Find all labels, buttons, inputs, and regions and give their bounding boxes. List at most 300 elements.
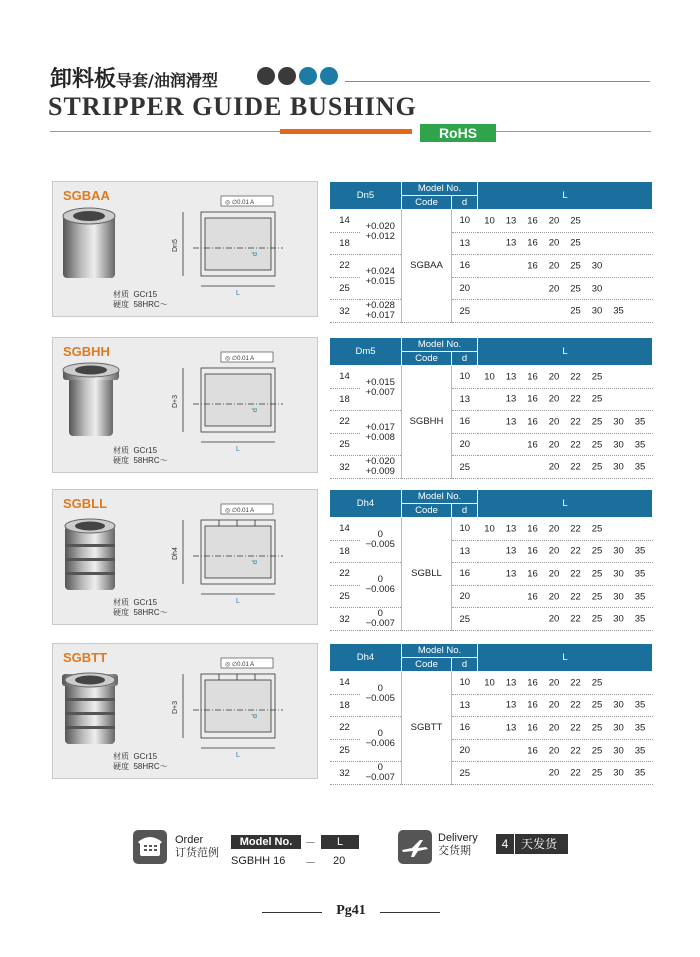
l-value: 13 (505, 545, 517, 557)
l-value: 25 (570, 237, 581, 249)
dot-1 (257, 67, 275, 85)
l-value: 30 (613, 439, 624, 451)
l-cell (478, 608, 653, 631)
l-cell (478, 762, 653, 785)
tolerance-line: −0.006 (365, 584, 395, 596)
tolerance-line: 0 (377, 608, 383, 620)
l-value: 35 (613, 305, 624, 317)
l-cell (478, 456, 653, 479)
l-value: 10 (484, 523, 495, 535)
l-cell (478, 563, 653, 586)
l-value: 30 (613, 461, 624, 473)
tolerance-line: −0.007 (365, 618, 395, 630)
l-value: 20 (548, 215, 560, 227)
code-cell: SGBHH (402, 366, 452, 479)
col-l-header: L (478, 644, 653, 672)
dash: － (305, 837, 316, 849)
l-value: 16 (527, 260, 538, 272)
l-value: 25 (591, 371, 603, 383)
l-cell (478, 694, 653, 717)
l-value: 16 (527, 545, 538, 557)
l-value: 20 (548, 439, 560, 451)
l-value: 25 (591, 523, 603, 535)
l-value: 13 (505, 393, 517, 405)
l-cell (478, 255, 653, 278)
code-cell: SGBLL (402, 518, 452, 631)
code-cell: SGBTT (402, 672, 452, 785)
l-value: 35 (634, 545, 646, 557)
dn-cell: 18 (330, 694, 360, 717)
l-cell (478, 277, 653, 300)
tolerance-line: +0.020 (365, 221, 395, 233)
col-d-header: d (452, 658, 478, 672)
l-value: 20 (548, 523, 560, 535)
tolerance-cell (360, 762, 402, 785)
l-value: 20 (548, 767, 560, 779)
tolerance-cell (360, 456, 402, 479)
tolerance-line: −0.006 (365, 738, 395, 750)
dn-cell: 18 (330, 540, 360, 563)
product-name: SGBTT (63, 650, 108, 665)
dn-cell: 18 (330, 232, 360, 255)
l-value: 20 (548, 416, 560, 428)
dot-2 (278, 67, 296, 85)
l-value: 35 (634, 568, 646, 580)
l-value: 16 (527, 591, 538, 603)
col-dn-header: Dh4 (330, 490, 402, 518)
dn-cell: 18 (330, 388, 360, 411)
l-value: 30 (591, 260, 603, 272)
col-l-header: L (478, 338, 653, 366)
l-value: 35 (634, 767, 646, 779)
spec-table (329, 181, 653, 323)
table-row (330, 762, 653, 785)
svg-text:d: d (252, 408, 259, 412)
tolerance-line: +0.007 (365, 387, 395, 399)
l-value: 35 (634, 745, 646, 757)
dn-cell: 22 (330, 717, 360, 740)
product-image-panel (52, 181, 318, 317)
l-value: 16 (527, 568, 538, 580)
l-value: 30 (613, 568, 624, 580)
d-cell: 16 (452, 411, 478, 434)
dot-3 (299, 67, 317, 85)
l-value: 30 (613, 613, 624, 625)
spec-table (329, 489, 653, 631)
example-l: 20 (333, 855, 346, 867)
l-value: 16 (527, 722, 538, 734)
product-block-sgbaa (52, 181, 652, 322)
model-box: Model No. (231, 835, 301, 849)
l-value: 22 (570, 523, 581, 535)
tolerance-line: +0.009 (365, 466, 395, 478)
material-info: 材质 GCr15 硬度 58HRC～ (113, 598, 168, 617)
l-value: 22 (570, 722, 581, 734)
l-value: 30 (613, 745, 624, 757)
d-cell: 16 (452, 563, 478, 586)
product-block-sgbhh (52, 337, 652, 478)
tolerance-cell (360, 563, 402, 608)
l-value: 25 (591, 545, 603, 557)
subtitle-cn: 导套/油润滑型 (116, 71, 218, 90)
l-cell (478, 433, 653, 456)
l-cell (478, 672, 653, 695)
l-value: 25 (591, 722, 603, 734)
l-value: 13 (505, 416, 517, 428)
dn-cell: 14 (330, 210, 360, 233)
col-l-header: L (478, 490, 653, 518)
l-value: 25 (591, 767, 603, 779)
tolerance-line: −0.005 (365, 693, 395, 705)
l-value: 22 (570, 568, 581, 580)
tolerance-line: +0.024 (365, 266, 395, 278)
l-value: 20 (548, 699, 560, 711)
svg-text:◎ ∅0.01 A: ◎ ∅0.01 A (225, 200, 255, 206)
dn-cell: 14 (330, 518, 360, 541)
l-value: 13 (505, 523, 517, 535)
page-title-en: STRIPPER GUIDE BUSHING (48, 92, 417, 121)
col-d-header: d (452, 196, 478, 210)
tolerance-cell (360, 672, 402, 717)
l-value: 25 (591, 613, 603, 625)
col-dn-header: Dm5 (330, 338, 402, 366)
l-value: 22 (570, 745, 581, 757)
l-value: 20 (548, 677, 560, 689)
table-row (330, 563, 653, 586)
dn-cell: 32 (330, 456, 360, 479)
material-info: 材质 GCr15 硬度 58HRC～ (113, 290, 168, 309)
l-value: 25 (591, 745, 603, 757)
l-cell (478, 540, 653, 563)
l-value: 25 (591, 568, 603, 580)
l-value: 20 (548, 745, 560, 757)
l-value: 30 (591, 283, 603, 295)
l-value: 16 (527, 371, 538, 383)
l-value: 22 (570, 591, 581, 603)
col-d-header: d (452, 352, 478, 366)
title-cn: 卸料板 (50, 67, 117, 92)
l-cell (478, 388, 653, 411)
d-cell: 20 (452, 433, 478, 456)
example-model: SGBHH 16 (231, 855, 286, 867)
l-value: 10 (484, 677, 495, 689)
l-box: L (321, 835, 359, 849)
svg-text:D+3: D+3 (172, 700, 179, 714)
l-value: 22 (570, 393, 581, 405)
l-value: 20 (548, 568, 560, 580)
l-value: 20 (548, 722, 560, 734)
l-value: 16 (527, 237, 538, 249)
l-cell (478, 210, 653, 233)
l-value: 10 (484, 215, 495, 227)
dn-cell: 22 (330, 255, 360, 278)
l-value: 20 (548, 545, 560, 557)
product-block-sgbtt (52, 643, 652, 784)
dn-cell: 25 (330, 277, 360, 300)
tolerance-line: +0.015 (365, 377, 395, 389)
divider (50, 131, 280, 132)
table-row (330, 366, 653, 389)
tolerance-line: 0 (377, 529, 383, 541)
l-value: 35 (634, 613, 646, 625)
l-cell (478, 300, 653, 323)
page-number: Pg41 (262, 903, 440, 919)
d-cell: 10 (452, 210, 478, 233)
l-value: 25 (591, 461, 603, 473)
l-cell (478, 518, 653, 541)
product-name: SGBLL (63, 496, 108, 511)
l-value: 25 (570, 215, 581, 227)
col-dn-header: Dn5 (330, 182, 402, 210)
l-value: 35 (634, 416, 646, 428)
d-cell: 10 (452, 672, 478, 695)
d-cell: 10 (452, 518, 478, 541)
svg-text:d: d (252, 560, 259, 564)
delivery-days: 4 (496, 834, 515, 854)
l-cell (478, 232, 653, 255)
l-value: 13 (505, 568, 517, 580)
tolerance-line: 0 (377, 762, 383, 774)
svg-text:d: d (252, 714, 259, 718)
d-cell: 13 (452, 694, 478, 717)
l-value: 22 (570, 767, 581, 779)
l-value: 13 (505, 722, 517, 734)
l-value: 20 (548, 283, 560, 295)
l-value: 20 (548, 461, 560, 473)
dn-cell: 22 (330, 411, 360, 434)
l-value: 13 (505, 677, 517, 689)
svg-text:L: L (236, 752, 240, 759)
tolerance-cell (360, 518, 402, 563)
l-value: 25 (591, 591, 603, 603)
tolerance-cell (360, 608, 402, 631)
col-code-header: Code (402, 352, 452, 366)
tolerance-cell (360, 210, 402, 255)
airplane-icon (398, 830, 432, 864)
l-value: 22 (570, 461, 581, 473)
d-cell: 13 (452, 388, 478, 411)
l-value: 25 (591, 699, 603, 711)
d-cell: 20 (452, 739, 478, 762)
dash: － (305, 857, 316, 869)
code-cell: SGBAA (402, 210, 452, 323)
l-value: 20 (548, 591, 560, 603)
delivery-days-text: 天发货 (521, 837, 558, 851)
product-image-panel (52, 489, 318, 625)
l-cell (478, 411, 653, 434)
dn-cell: 14 (330, 366, 360, 389)
table-row (330, 411, 653, 434)
l-value: 16 (527, 215, 538, 227)
page-title-cn (50, 62, 218, 93)
svg-text:d: d (252, 252, 259, 256)
l-value: 16 (527, 699, 538, 711)
table-row (330, 456, 653, 479)
l-value: 30 (613, 591, 624, 603)
l-value: 20 (548, 237, 560, 249)
l-value: 30 (613, 416, 624, 428)
tolerance-line: +0.017 (365, 310, 395, 322)
l-value: 16 (527, 393, 538, 405)
l-value: 16 (527, 416, 538, 428)
l-value: 16 (527, 523, 538, 535)
delivery-box (496, 834, 568, 854)
l-value: 16 (527, 677, 538, 689)
decorative-dots (257, 67, 338, 85)
svg-text:Dn5: Dn5 (172, 239, 179, 252)
svg-text:L: L (236, 290, 240, 297)
divider (345, 81, 650, 82)
l-value: 10 (484, 371, 495, 383)
material-info: 材质 GCr15 硬度 58HRC～ (113, 446, 168, 465)
tolerance-cell (360, 411, 402, 456)
col-l-header: L (478, 182, 653, 210)
dot-4 (320, 67, 338, 85)
spec-table (329, 337, 653, 479)
l-value: 35 (634, 722, 646, 734)
l-value: 25 (591, 416, 603, 428)
d-cell: 13 (452, 540, 478, 563)
d-cell: 25 (452, 762, 478, 785)
d-cell: 25 (452, 608, 478, 631)
l-value: 35 (634, 439, 646, 451)
product-image-panel (52, 643, 318, 779)
l-value: 25 (591, 393, 603, 405)
spec-table (329, 643, 653, 785)
l-value: 30 (613, 545, 624, 557)
product-block-sgbll (52, 489, 652, 630)
l-value: 16 (527, 439, 538, 451)
svg-text:◎ ∅0.01 A: ◎ ∅0.01 A (225, 508, 255, 514)
l-cell (478, 585, 653, 608)
l-value: 35 (634, 699, 646, 711)
tolerance-line: +0.028 (365, 300, 395, 312)
dn-cell: 32 (330, 300, 360, 323)
table-row (330, 672, 653, 695)
d-cell: 16 (452, 255, 478, 278)
col-dn-header: Dh4 (330, 644, 402, 672)
tolerance-cell (360, 366, 402, 411)
l-value: 13 (505, 215, 517, 227)
l-value: 20 (548, 260, 560, 272)
l-value: 22 (570, 371, 581, 383)
col-code-header: Code (402, 658, 452, 672)
d-cell: 25 (452, 300, 478, 323)
tolerance-cell (360, 717, 402, 762)
dn-cell: 32 (330, 762, 360, 785)
product-name: SGBHH (63, 344, 110, 359)
l-value: 35 (634, 461, 646, 473)
col-d-header: d (452, 504, 478, 518)
tolerance-cell (360, 300, 402, 323)
dn-cell: 32 (330, 608, 360, 631)
l-value: 22 (570, 416, 581, 428)
dn-cell: 25 (330, 585, 360, 608)
d-cell: 13 (452, 232, 478, 255)
l-value: 20 (548, 613, 560, 625)
l-value: 20 (548, 371, 560, 383)
tolerance-line: +0.017 (365, 422, 395, 434)
table-row (330, 608, 653, 631)
svg-text:Dh4: Dh4 (172, 547, 179, 560)
d-cell: 10 (452, 366, 478, 389)
col-model-header: Model No. (402, 490, 478, 504)
material-info: 材质 GCr15 硬度 58HRC～ (113, 752, 168, 771)
dn-cell: 25 (330, 739, 360, 762)
phone-icon (133, 830, 167, 864)
l-cell (478, 739, 653, 762)
dn-cell: 14 (330, 672, 360, 695)
d-cell: 16 (452, 717, 478, 740)
tolerance-line: +0.020 (365, 456, 395, 468)
tolerance-line: +0.008 (365, 432, 395, 444)
l-value: 13 (505, 371, 517, 383)
l-value: 25 (591, 677, 603, 689)
tolerance-line: −0.005 (365, 539, 395, 551)
col-model-header: Model No. (402, 182, 478, 196)
accent-bar (280, 129, 412, 134)
tolerance-line: −0.007 (365, 772, 395, 784)
col-code-header: Code (402, 504, 452, 518)
table-row (330, 717, 653, 740)
tolerance-cell (360, 255, 402, 300)
table-row (330, 210, 653, 233)
l-value: 22 (570, 439, 581, 451)
order-label: Order 订货范例 (175, 834, 219, 859)
col-model-header: Model No. (402, 644, 478, 658)
l-value: 30 (591, 305, 603, 317)
l-cell (478, 717, 653, 740)
rohs-badge: RoHS (420, 124, 496, 142)
l-value: 22 (570, 613, 581, 625)
tolerance-line: +0.012 (365, 231, 395, 243)
product-image-panel (52, 337, 318, 473)
divider (496, 131, 651, 132)
l-value: 25 (570, 305, 581, 317)
l-value: 13 (505, 237, 517, 249)
svg-text:◎ ∅0.01 A: ◎ ∅0.01 A (225, 356, 255, 362)
dn-cell: 25 (330, 433, 360, 456)
dn-cell: 22 (330, 563, 360, 586)
col-model-header: Model No. (402, 338, 478, 352)
l-value: 25 (570, 260, 581, 272)
tolerance-line: 0 (377, 728, 383, 740)
l-value: 30 (613, 767, 624, 779)
table-row (330, 518, 653, 541)
product-name: SGBAA (63, 188, 110, 203)
l-value: 22 (570, 699, 581, 711)
svg-text:D+3: D+3 (172, 394, 179, 408)
l-value: 30 (613, 699, 624, 711)
svg-text:L: L (236, 446, 240, 453)
l-value: 13 (505, 699, 517, 711)
svg-text:L: L (236, 598, 240, 605)
d-cell: 25 (452, 456, 478, 479)
l-value: 20 (548, 393, 560, 405)
tolerance-line: 0 (377, 574, 383, 586)
tolerance-line: 0 (377, 683, 383, 695)
delivery-label: Delivery 交货期 (438, 832, 478, 857)
l-value: 30 (613, 722, 624, 734)
col-code-header: Code (402, 196, 452, 210)
svg-text:◎ ∅0.01 A: ◎ ∅0.01 A (225, 662, 255, 668)
d-cell: 20 (452, 277, 478, 300)
l-value: 25 (591, 439, 603, 451)
d-cell: 20 (452, 585, 478, 608)
l-value: 16 (527, 745, 538, 757)
table-row (330, 300, 653, 323)
tolerance-line: +0.015 (365, 276, 395, 288)
